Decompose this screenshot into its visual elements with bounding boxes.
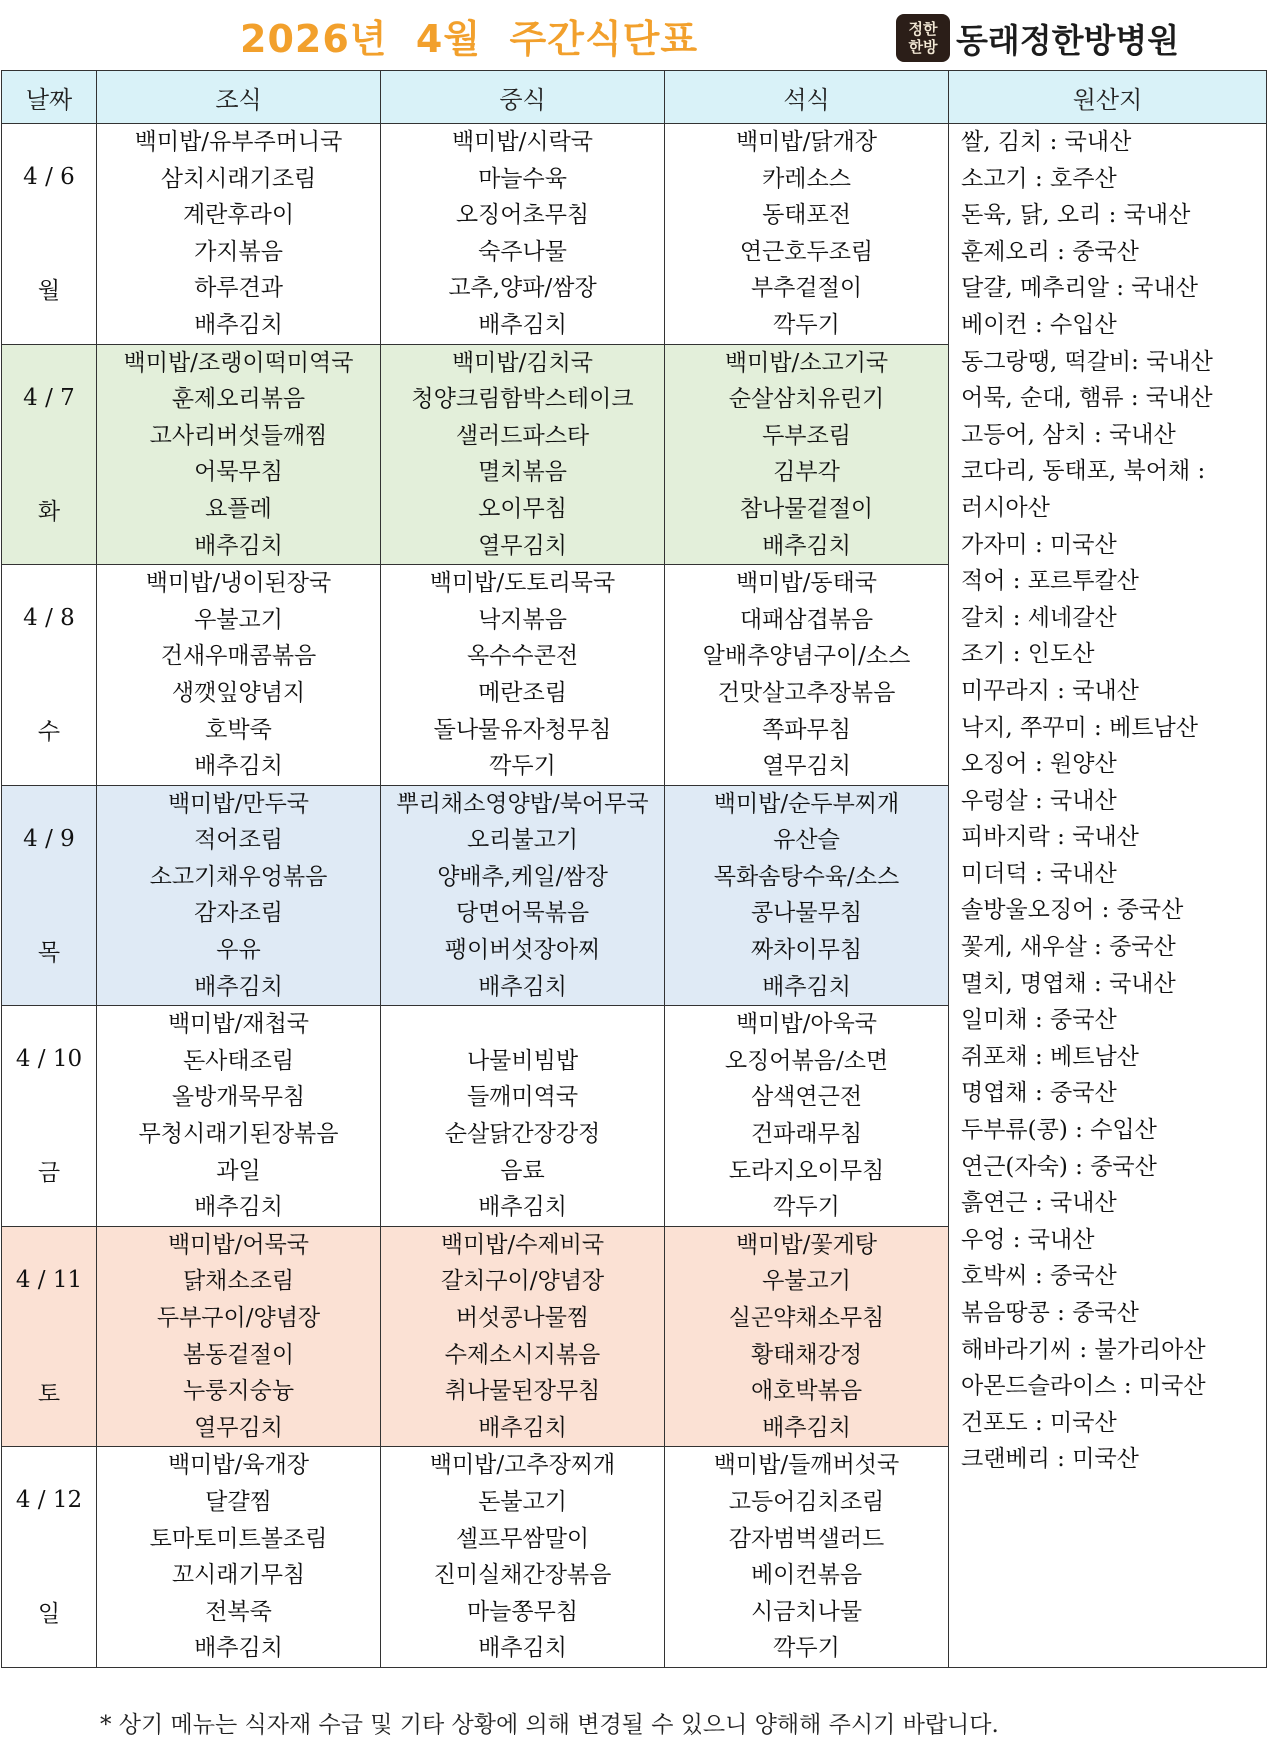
menu-item: 삼치시래기조림 bbox=[160, 165, 317, 192]
origin-item: 연근(자숙) : 중국산 bbox=[961, 1153, 1157, 1180]
menu-item: 백미밥/수제비국 bbox=[440, 1231, 605, 1258]
origin-item: 크랜베리 : 미국산 bbox=[961, 1446, 1139, 1473]
lunch-cell bbox=[381, 785, 665, 1006]
lunch-cell bbox=[381, 1226, 665, 1447]
menu-item: 달걀찜 bbox=[205, 1488, 272, 1515]
menu-item: 샐러드파스타 bbox=[455, 422, 590, 449]
menu-item: 백미밥/소고기국 bbox=[724, 349, 889, 376]
menu-item: 토마토미트볼조림 bbox=[149, 1525, 328, 1552]
weekday-label: 금 bbox=[37, 1160, 61, 1187]
origin-item: 해바라기씨 : 불가리아산 bbox=[961, 1336, 1206, 1363]
origin-item: 미꾸라지 : 국내산 bbox=[961, 677, 1139, 704]
menu-item: 백미밥/순두부찌개 bbox=[713, 790, 900, 817]
menu-item: 유산슬 bbox=[773, 827, 840, 854]
date-label: 4 / 7 bbox=[23, 384, 75, 411]
menu-item: 동태포전 bbox=[762, 202, 851, 229]
menu-item: 깍두기 bbox=[773, 1194, 840, 1221]
origin-item: 고등어, 삼치 : 국내산 bbox=[961, 421, 1176, 448]
breakfast-cell bbox=[97, 785, 381, 1006]
menu-item: 애호박볶음 bbox=[750, 1378, 863, 1405]
menu-item: 열무김치 bbox=[478, 532, 567, 559]
menu-item: 배추김치 bbox=[194, 1635, 283, 1662]
menu-item: 연근호두조림 bbox=[739, 238, 874, 265]
menu-item: 시금치나물 bbox=[750, 1598, 863, 1625]
menu-item: 건새우매콤볶음 bbox=[160, 643, 317, 670]
breakfast-cell bbox=[97, 344, 381, 565]
origin-item: 동그랑땡, 떡갈비: 국내산 bbox=[961, 348, 1213, 375]
origin-item: 두부류(콩) : 수입산 bbox=[961, 1117, 1157, 1144]
menu-item: 고등어김치조림 bbox=[728, 1488, 885, 1515]
menu-item: 두부구이/양념장 bbox=[156, 1305, 321, 1331]
date-cell bbox=[2, 1447, 97, 1668]
menu-item: 백미밥/육개장 bbox=[167, 1452, 310, 1479]
weekday-label: 토 bbox=[37, 1380, 61, 1407]
menu-item: 양배추,케일/쌈장 bbox=[437, 863, 608, 890]
date-label: 4 / 12 bbox=[15, 1487, 83, 1514]
weekday-label: 수 bbox=[37, 719, 61, 746]
menu-item: 나물비빔밥 bbox=[466, 1047, 579, 1074]
col-header-lunch: 중식 bbox=[381, 71, 665, 124]
menu-item: 진미실채간장볶음 bbox=[433, 1562, 612, 1589]
menu-item: 마늘쫑무침 bbox=[466, 1598, 579, 1625]
menu-item: 열무김치 bbox=[194, 1414, 283, 1441]
menu-item: 적어조림 bbox=[194, 827, 283, 854]
menu-item: 건맛살고추장볶음 bbox=[717, 679, 896, 706]
lunch-cell bbox=[381, 565, 665, 786]
menu-item: 계란후라이 bbox=[182, 202, 295, 229]
menu-item: 배추김치 bbox=[762, 973, 851, 1000]
dinner-cell bbox=[665, 1006, 949, 1227]
origin-item: 호박씨 : 중국산 bbox=[961, 1263, 1117, 1290]
origin-item: 조기 : 인도산 bbox=[961, 641, 1095, 668]
menu-item: 참나물겉절이 bbox=[739, 495, 874, 522]
origin-item: 낙지, 쭈꾸미 : 베트남산 bbox=[961, 714, 1198, 741]
menu-item: 배추김치 bbox=[478, 973, 567, 1000]
lunch-cell bbox=[381, 344, 665, 565]
menu-item: 황태채강정 bbox=[750, 1341, 863, 1368]
menu-item: 하루견과 bbox=[194, 275, 283, 302]
menu-item: 멸치볶음 bbox=[478, 459, 567, 486]
menu-item: 숙주나물 bbox=[478, 238, 567, 265]
menu-item: 올방개묵무침 bbox=[171, 1084, 306, 1111]
menu-item: 우유 bbox=[216, 937, 261, 964]
dinner-cell bbox=[665, 785, 949, 1006]
col-header-dinner: 석식 bbox=[665, 71, 949, 124]
menu-item: 쪽파무침 bbox=[762, 716, 851, 743]
menu-item: 알배추양념구이/소스 bbox=[702, 643, 911, 670]
menu-item: 감자조림 bbox=[194, 900, 283, 927]
origin-item: 꽃게, 새우살 : 중국산 bbox=[961, 934, 1176, 961]
menu-item: 백미밥/아욱국 bbox=[735, 1011, 878, 1038]
menu-item: 감자범벅샐러드 bbox=[728, 1525, 885, 1552]
date-label: 4 / 9 bbox=[23, 825, 75, 852]
origin-item: 멸치, 명엽채 : 국내산 bbox=[961, 970, 1176, 997]
breakfast-cell bbox=[97, 1226, 381, 1447]
menu-item: 대패삼겹볶음 bbox=[739, 606, 874, 633]
menu-item: 깍두기 bbox=[773, 1635, 840, 1662]
menu-item: 돌나물유자청무침 bbox=[433, 716, 612, 743]
menu-item: 깍두기 bbox=[489, 753, 556, 780]
lunch-cell bbox=[381, 1447, 665, 1668]
menu-item: 수제소시지볶음 bbox=[444, 1341, 601, 1368]
breakfast-cell bbox=[97, 124, 381, 345]
menu-item: 백미밥/냉이된장국 bbox=[145, 570, 332, 597]
col-header-breakfast: 조식 bbox=[97, 71, 381, 124]
menu-item: 배추김치 bbox=[194, 753, 283, 780]
hospital-name: 동래정한방병원 bbox=[956, 20, 1180, 60]
origin-item: 러시아산 bbox=[961, 494, 1050, 521]
menu-item: 음료 bbox=[500, 1157, 545, 1184]
date-cell bbox=[2, 565, 97, 786]
menu-item: 마늘수육 bbox=[478, 165, 567, 192]
date-cell bbox=[2, 1006, 97, 1227]
menu-item: 배추김치 bbox=[194, 311, 283, 338]
weekday-label: 일 bbox=[37, 1601, 61, 1628]
menu-item: 훈제오리볶음 bbox=[171, 386, 306, 413]
origin-item: 코다리, 동태포, 북어채 : bbox=[961, 458, 1206, 485]
menu-item: 배추김치 bbox=[194, 973, 283, 1000]
menu-item: 순살닭간장강정 bbox=[444, 1121, 601, 1148]
menu-table bbox=[1, 70, 1267, 1668]
menu-item: 청양크림함박스테이크 bbox=[411, 386, 634, 413]
menu-item: 가지볶음 bbox=[194, 238, 283, 265]
menu-item: 김부각 bbox=[773, 459, 840, 486]
origin-item: 쥐포채 : 베트남산 bbox=[961, 1043, 1139, 1070]
dinner-cell bbox=[665, 344, 949, 565]
menu-item: 백미밥/어묵국 bbox=[167, 1231, 310, 1258]
menu-item: 뿌리채소영양밥/북어무국 bbox=[396, 790, 649, 817]
origin-item: 돈육, 닭, 오리 : 국내산 bbox=[961, 202, 1191, 229]
origin-item: 달걀, 메추리알 : 국내산 bbox=[961, 275, 1198, 302]
date-label: 4 / 10 bbox=[15, 1046, 83, 1073]
menu-item: 두부조림 bbox=[762, 422, 851, 449]
origin-item: 쌀, 김치 : 국내산 bbox=[961, 129, 1132, 155]
menu-item: 팽이버섯장아찌 bbox=[444, 937, 601, 964]
menu-item: 돈불고기 bbox=[478, 1488, 567, 1515]
date-cell bbox=[2, 785, 97, 1006]
header-row bbox=[2, 71, 1267, 124]
menu-item: 갈치구이/양념장 bbox=[440, 1268, 605, 1295]
menu-item: 오징어초무침 bbox=[455, 202, 590, 229]
menu-item: 꼬시래기무침 bbox=[171, 1562, 306, 1589]
menu-item bbox=[381, 1006, 664, 1043]
breakfast-cell bbox=[97, 1447, 381, 1668]
menu-item: 목화솜탕수육/소스 bbox=[713, 863, 900, 890]
menu-item: 배추김치 bbox=[762, 532, 851, 559]
weekday-label: 월 bbox=[37, 278, 61, 304]
seal-text-bottom: 한방 bbox=[908, 38, 938, 56]
origin-item: 우엉 : 국내산 bbox=[961, 1226, 1095, 1253]
menu-item: 요플레 bbox=[205, 495, 272, 522]
menu-item: 옥수수콘전 bbox=[466, 643, 579, 670]
menu-item: 배추김치 bbox=[478, 311, 567, 338]
menu-item: 버섯콩나물찜 bbox=[455, 1305, 590, 1331]
origin-item: 볶음땅콩 : 중국산 bbox=[961, 1300, 1139, 1326]
lunch-cell bbox=[381, 124, 665, 345]
origin-item: 미더덕 : 국내산 bbox=[961, 860, 1117, 887]
menu-item: 백미밥/시락국 bbox=[451, 129, 594, 155]
menu-item: 백미밥/유부주머니국 bbox=[134, 129, 343, 155]
menu-item: 돈사태조림 bbox=[182, 1047, 295, 1074]
menu-item: 짜차이무침 bbox=[750, 937, 863, 964]
origin-cell bbox=[949, 124, 1267, 1668]
menu-item: 백미밥/닭개장 bbox=[735, 129, 878, 155]
menu-item: 삼색연근전 bbox=[750, 1084, 863, 1111]
breakfast-cell bbox=[97, 565, 381, 786]
menu-item: 배추김치 bbox=[194, 1194, 283, 1221]
date-cell bbox=[2, 1226, 97, 1447]
origin-item: 적어 : 포르투칼산 bbox=[961, 568, 1139, 595]
menu-item: 백미밥/도토리묵국 bbox=[429, 570, 616, 597]
menu-item: 오리불고기 bbox=[466, 827, 579, 854]
date-cell bbox=[2, 344, 97, 565]
col-header-origin: 원산지 bbox=[949, 71, 1267, 124]
menu-item: 낙지볶음 bbox=[478, 606, 567, 633]
origin-item: 명엽채 : 중국산 bbox=[961, 1080, 1117, 1107]
menu-item: 봄동겉절이 bbox=[182, 1341, 295, 1368]
menu-item: 전복죽 bbox=[205, 1598, 272, 1625]
menu-item: 호박죽 bbox=[205, 716, 272, 743]
dinner-cell bbox=[665, 1447, 949, 1668]
menu-item: 백미밥/동태국 bbox=[735, 570, 878, 597]
dinner-cell bbox=[665, 1226, 949, 1447]
date-label: 4 / 8 bbox=[23, 605, 75, 632]
menu-item: 고사리버섯들깨찜 bbox=[149, 422, 328, 449]
origin-item: 훈제오리 : 중국산 bbox=[961, 238, 1139, 265]
menu-item: 도라지오이무침 bbox=[728, 1157, 885, 1184]
menu-item: 백미밥/조랭이떡미역국 bbox=[123, 349, 354, 376]
origin-item: 베이컨 : 수입산 bbox=[961, 311, 1117, 338]
weekday-label: 화 bbox=[37, 498, 61, 525]
menu-item: 백미밥/꽃게탕 bbox=[735, 1231, 878, 1258]
origin-item: 가자미 : 미국산 bbox=[961, 531, 1117, 558]
menu-item: 생깻잎양념지 bbox=[171, 679, 306, 706]
menu-item: 배추김치 bbox=[194, 532, 283, 559]
origin-item: 소고기 : 호주산 bbox=[961, 165, 1117, 192]
menu-item: 오이무침 bbox=[478, 495, 567, 522]
origin-item: 갈치 : 세네갈산 bbox=[961, 604, 1117, 631]
seal-text-top: 정한 bbox=[908, 20, 938, 38]
dinner-cell bbox=[665, 565, 949, 786]
origin-item: 피바지락 : 국내산 bbox=[961, 824, 1139, 851]
menu-item: 누룽지숭늉 bbox=[182, 1378, 295, 1405]
menu-item: 메란조림 bbox=[478, 679, 567, 706]
date-label: 4 / 11 bbox=[15, 1266, 83, 1293]
menu-item: 베이컨볶음 bbox=[750, 1562, 863, 1589]
menu-item: 배추김치 bbox=[478, 1635, 567, 1662]
menu-item: 우불고기 bbox=[194, 606, 283, 633]
logo-seal-icon bbox=[896, 14, 950, 62]
origin-item: 흙연근 : 국내산 bbox=[961, 1190, 1117, 1217]
hospital-logo bbox=[896, 14, 1179, 62]
day-row bbox=[2, 124, 1267, 345]
footnote: * 상기 메뉴는 식자재 수급 및 기타 상황에 의해 변경될 수 있으니 양해해 주시기 바랍니다. bbox=[100, 1712, 999, 1738]
menu-item: 배추김치 bbox=[762, 1414, 851, 1441]
menu-item: 들깨미역국 bbox=[466, 1084, 579, 1111]
menu-item: 백미밥/재첩국 bbox=[167, 1011, 310, 1038]
menu-item: 과일 bbox=[216, 1157, 261, 1184]
menu-item: 백미밥/만두국 bbox=[167, 790, 310, 817]
menu-item: 건파래무침 bbox=[750, 1121, 863, 1148]
menu-item: 백미밥/들깨버섯국 bbox=[713, 1452, 900, 1479]
breakfast-cell bbox=[97, 1006, 381, 1227]
menu-item: 고추,양파/쌈장 bbox=[448, 275, 597, 302]
menu-item: 열무김치 bbox=[762, 753, 851, 780]
date-cell bbox=[2, 124, 97, 345]
menu-item: 깍두기 bbox=[773, 311, 840, 338]
menu-item: 실곤약채소무침 bbox=[728, 1305, 885, 1331]
menu-item: 배추김치 bbox=[478, 1194, 567, 1221]
origin-item: 일미채 : 중국산 bbox=[961, 1007, 1117, 1034]
menu-item: 순살삼치유린기 bbox=[728, 386, 885, 413]
origin-item: 아몬드슬라이스 : 미국산 bbox=[961, 1373, 1206, 1400]
origin-item: 우렁살 : 국내산 bbox=[961, 787, 1117, 814]
date-label: 4 / 6 bbox=[23, 164, 75, 190]
menu-item: 백미밥/김치국 bbox=[451, 349, 594, 376]
origin-item: 오징어 : 원양산 bbox=[961, 751, 1117, 778]
menu-item: 오징어볶음/소면 bbox=[724, 1047, 889, 1074]
origin-item: 어묵, 순대, 햄류 : 국내산 bbox=[961, 385, 1213, 412]
menu-item: 소고기채우엉볶음 bbox=[149, 863, 328, 890]
menu-item: 어묵무침 bbox=[194, 459, 283, 486]
page-title: 2026년 4월 주간식단표 bbox=[240, 17, 699, 61]
origin-item: 건포도 : 미국산 bbox=[961, 1409, 1117, 1436]
menu-item: 카레소스 bbox=[762, 165, 851, 192]
menu-item: 닭채소조림 bbox=[182, 1268, 295, 1295]
dinner-cell bbox=[665, 124, 949, 345]
col-header-date: 날짜 bbox=[2, 71, 97, 124]
menu-item: 백미밥/고추장찌개 bbox=[429, 1452, 616, 1479]
menu-item: 당면어묵볶음 bbox=[455, 900, 590, 927]
menu-item: 배추김치 bbox=[478, 1414, 567, 1441]
lunch-cell bbox=[381, 1006, 665, 1227]
origin-item: 솔방울오징어 : 중국산 bbox=[961, 897, 1184, 924]
weekday-label: 목 bbox=[37, 939, 61, 966]
menu-item: 부추겉절이 bbox=[750, 275, 863, 302]
menu-item: 무청시래기된장볶음 bbox=[138, 1121, 339, 1148]
menu-item: 콩나물무침 bbox=[750, 900, 863, 927]
menu-item: 셀프무쌈말이 bbox=[455, 1525, 590, 1552]
menu-item: 취나물된장무침 bbox=[444, 1378, 601, 1405]
menu-item: 우불고기 bbox=[762, 1268, 851, 1295]
